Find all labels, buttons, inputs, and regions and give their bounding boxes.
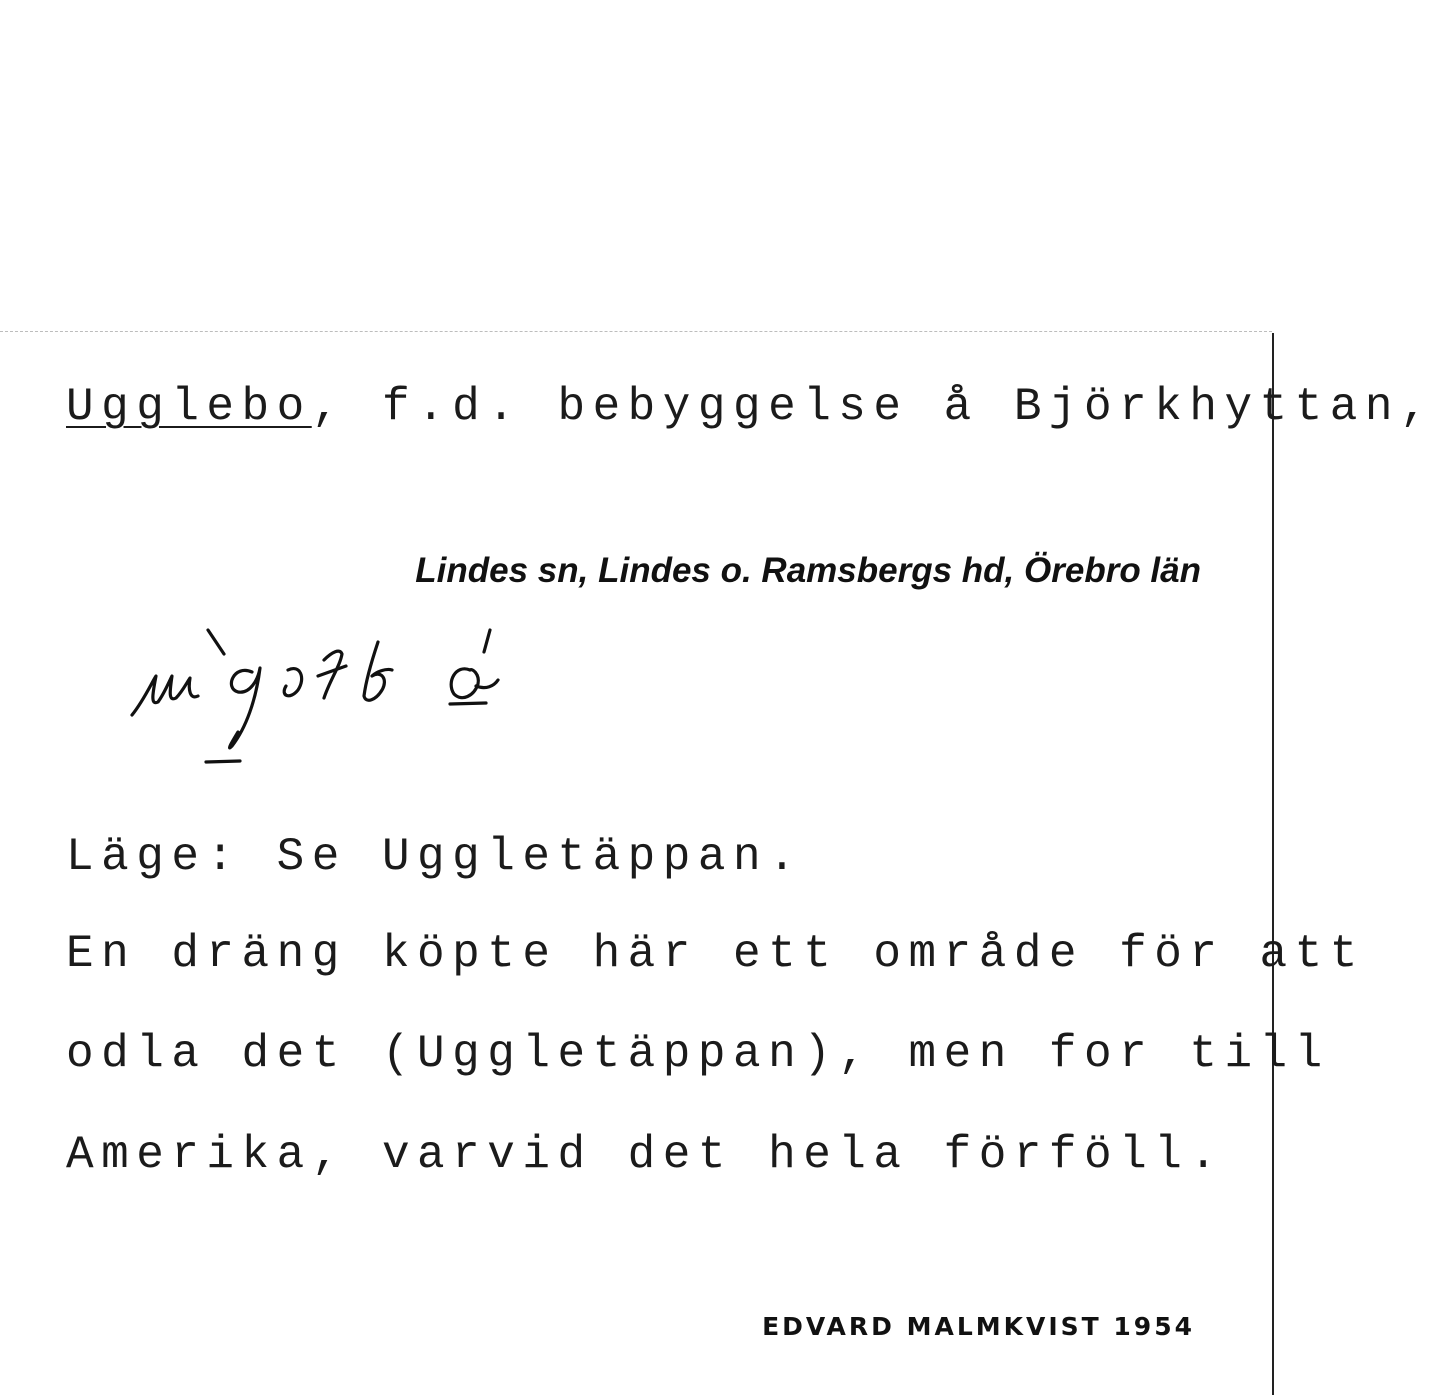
body-line: Läge: Se Uggletäppan.	[66, 831, 804, 883]
card-top-edge	[0, 331, 1272, 332]
body-line: En dräng köpte här ett område för att	[66, 928, 1365, 980]
headword: Ugglebo	[66, 381, 312, 433]
card-right-edge	[1272, 333, 1274, 1395]
body-line: Amerika, varvid det hela förföll.	[66, 1129, 1225, 1181]
entry-description: , f.d. bebyggelse å Björkhyttan,	[311, 381, 1435, 433]
parish-location-stamp: Lindes sn, Lindes o. Ramsbergs hd, Örebro län	[415, 551, 1201, 590]
handwritten-pronunciation	[120, 620, 520, 780]
entry-heading	[66, 381, 1435, 433]
body-line: odla det (Uggletäppan), men for till	[66, 1028, 1330, 1080]
collector-signature: EDVARD MALMKVIST 1954	[762, 1312, 1195, 1341]
